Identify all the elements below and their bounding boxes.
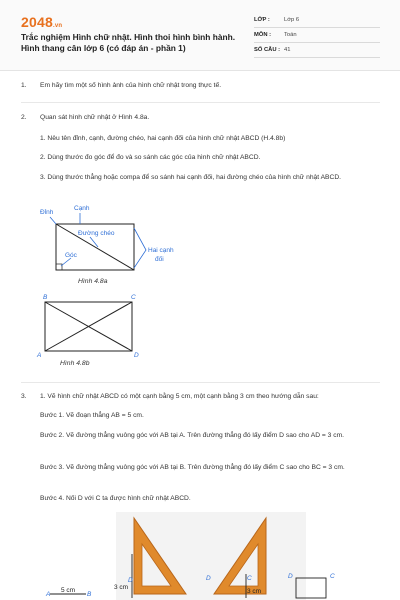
- question-3-text: 1. Vẽ hình chữ nhật ABCD có một cạnh bằng 5 cm, một cạnh bằng 3 cm theo hướng dẫn sau:: [40, 393, 319, 400]
- vertex-label-a: A: [37, 352, 42, 359]
- figure-caption: Hình 4.8b: [60, 360, 90, 367]
- point-d-label: D: [206, 575, 211, 582]
- label-angle: Góc: [65, 252, 77, 259]
- point-d-label: D: [288, 573, 293, 580]
- right-angle-mark: [56, 264, 62, 270]
- point-c-label: C: [330, 573, 335, 580]
- divider: [21, 382, 380, 383]
- pointer-angle: [61, 258, 71, 266]
- meta-subject: MÔN : Toán: [254, 29, 380, 43]
- segment-length-label: 5 cm: [61, 587, 76, 594]
- point-c-label: C: [247, 575, 252, 582]
- construction-figure: [34, 512, 354, 600]
- site-logo[interactable]: 2048.vn: [21, 14, 63, 30]
- vertex-label-d: D: [134, 352, 139, 359]
- label-side: Cạnh: [74, 205, 90, 212]
- question-2-part-1: 1. Nêu tên đỉnh, cạnh, đường chéo, hai cạnh đối của hình chữ nhật ABCD (H.4.8b): [40, 135, 286, 142]
- point-a-label: A: [46, 591, 51, 598]
- question-number: 2.: [21, 114, 27, 121]
- step-3: Bước 3. Vẽ đường thẳng vuông góc với AB tại B. Trên đường thẳng đó lấy điểm C sao cho BC = 3 cm.: [40, 464, 345, 471]
- label-vertex: Đỉnh: [40, 209, 54, 216]
- divider: [21, 102, 380, 103]
- height-label: 3 cm: [114, 584, 129, 591]
- step-1: Bước 1. Vẽ đoạn thẳng AB = 5 cm.: [40, 412, 144, 419]
- point-d-label: D: [128, 577, 133, 584]
- document-title: Trắc nghiệm Hình chữ nhật. Hình thoi hình bình hành. Hình thang cân lớp 6 (có đáp án - phần 1): [21, 32, 236, 53]
- pointer-vertex: [50, 217, 56, 224]
- figure-4-8a: [34, 200, 204, 290]
- question-2-part-3: 3. Dùng thước thẳng hoặc compa để so sánh hai cạnh đối, hai đường chéo của hình chữ nhật ABCD.: [40, 174, 342, 181]
- label-opposite-2: đối: [155, 256, 164, 263]
- question-number: 3.: [21, 393, 27, 400]
- step-4: Bước 4. Nối D với C ta được hình chữ nhật ABCD.: [40, 495, 191, 502]
- label-diagonal: Đường chéo: [78, 230, 115, 237]
- figure-caption: Hình 4.8a: [78, 278, 108, 285]
- page-header: [0, 0, 400, 71]
- point-b-label: B: [87, 591, 92, 598]
- vertex-label-b: B: [43, 294, 48, 301]
- question-number: 1.: [21, 82, 27, 89]
- figure-4-8b: [34, 290, 154, 370]
- step-2: Bước 2. Vẽ đường thẳng vuông góc với AB tại A. Trên đường thẳng đó lấy điểm D sao cho AD = 3 cm.: [40, 432, 345, 439]
- vertex-label-c: C: [131, 294, 136, 301]
- meta-grade: LỚP : Lớp 6: [254, 14, 380, 28]
- question-1-text: Em hãy tìm một số hình ảnh của hình chữ nhật trong thực tế.: [40, 82, 222, 89]
- height-label: 3 cm: [247, 588, 262, 595]
- question-2-part-2: 2. Dùng thước đo góc để đo và so sánh các góc của hình chữ nhật ABCD.: [40, 154, 261, 161]
- pointer-opposite-sides: [134, 228, 146, 268]
- label-opposite-1: Hai cạnh: [148, 247, 174, 254]
- question-2-text: Quan sát hình chữ nhật ở Hình 4.8a.: [40, 114, 150, 121]
- meta-question-count: SỐ CÂU : 41: [254, 44, 380, 58]
- pointer-diagonal: [90, 237, 98, 247]
